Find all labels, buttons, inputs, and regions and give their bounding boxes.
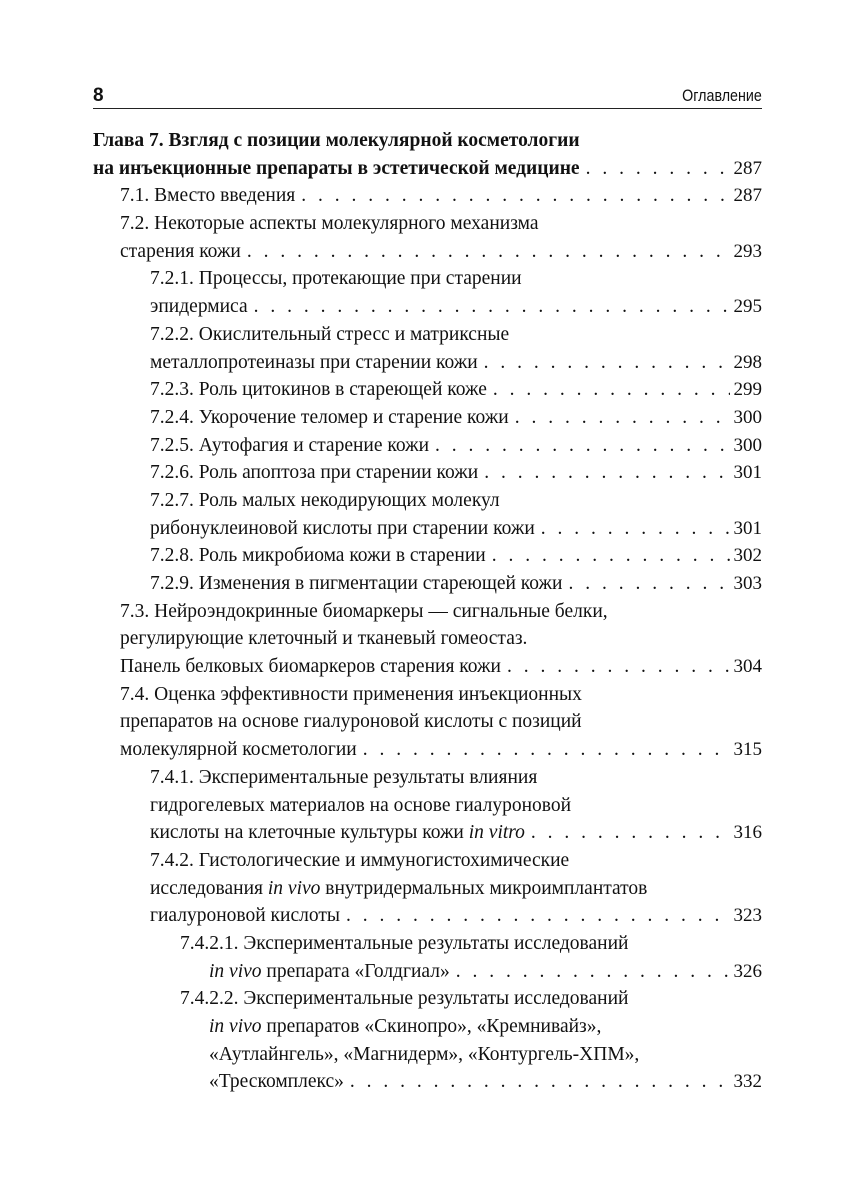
toc-entry-7-3-line1: 7.3. Нейроэндокринные биомаркеры — сигнальные белки, [120,600,608,622]
toc-entry-7-2-2-line1: 7.2.2. Окислительный стресс и матриксные [150,323,510,345]
toc-entry-7-2-line1: 7.2. Некоторые аспекты молекулярного механизма [120,213,539,235]
page-ref: 295 [733,296,762,318]
dot-leader [350,1068,730,1096]
toc-entry-7-4-1-line1: 7.4.1. Экспериментальные результаты влияния [150,766,538,788]
dot-leader [492,542,730,570]
toc-entry-7-4-2-1[interactable]: in vivo препарата «Голдгиал» . . . 326 [93,958,762,986]
dot-leader [568,570,729,598]
dot-leader [363,736,730,764]
dot-leader [507,653,730,681]
dot-leader [484,459,729,487]
dot-leader [435,432,729,460]
toc-entry-chapter-7[interactable]: на инъекционные препараты в эстетической медицине . . . 287 [93,155,762,183]
toc-chapter-title-line: Глава 7. Взгляд с позиции молекулярной косметологии [93,130,580,151]
toc-entry-7-4-2-2-line2: in vivo препаратов «Скинопро», «Кремнивайз», [209,1016,602,1037]
toc-entry-7-2-4[interactable]: 7.2.4. Укорочение теломер и старение кожи . . . 300 [93,404,762,432]
dot-leader [484,349,730,377]
toc-entry-7-4-2-1-line1: 7.4.2.1. Экспериментальные результаты исследований [180,932,629,954]
dot-leader [346,902,730,930]
italic-term: in vivo [267,877,321,899]
dot-leader [515,404,730,432]
dot-leader [541,515,730,543]
running-title: Оглавление [682,86,762,105]
toc-entry-7-4-line2: препаратов на основе гиалуроновой кислоты с позиций [120,711,582,733]
toc-entry-7-2-5[interactable]: 7.2.5. Аутофагия и старение кожи . . . 300 [93,432,762,460]
toc-entry-7-2-3[interactable]: 7.2.3. Роль цитокинов в стареющей коже . . . 299 [93,376,762,404]
toc-entry-7-3-line2: регулирующие клеточный и тканевый гомеостаз. [120,628,528,650]
toc-entry-7-4-2[interactable]: гиалуроновой кислоты . . . 323 [93,902,762,930]
page-ref: 299 [733,379,762,401]
toc-entry-7-2-1[interactable]: эпидермиса . . . 295 [93,293,762,321]
toc-entry-7-2[interactable]: старения кожи . . . 293 [93,238,762,266]
page-ref: 287 [733,157,762,179]
toc-entry-7-4-2-2-line3: «Аутлайнгель», «Магнидерм», «Контургель-ХПМ», [209,1043,640,1065]
toc-entry-7-2-9[interactable]: 7.2.9. Изменения в пигментации стареющей кожи . . . 303 [93,570,762,598]
page-number: 8 [93,85,104,106]
toc-entry-7-4-line1: 7.4. Оценка эффективности применения инъекционных [120,683,582,705]
page-ref: 300 [733,434,762,456]
table-of-contents [93,127,762,1096]
toc-entry-7-4-2-line2: исследования in vivo внутридермальных микроимплантатов [150,877,648,899]
dot-leader [301,182,729,210]
dot-leader [254,293,730,321]
toc-entry-7-4[interactable]: молекулярной косметологии . . . 315 [93,736,762,764]
page-ref: 326 [733,960,762,982]
page-ref: 302 [733,545,762,567]
page-ref: 287 [733,185,762,207]
dot-leader [456,958,730,986]
toc-entry-7-4-2-2[interactable]: «Трескомплекс» . . . 332 [93,1068,762,1096]
page-ref: 332 [733,1071,762,1093]
toc-entry-7-2-1-line1: 7.2.1. Процессы, протекающие при старении [150,268,522,290]
page-ref: 301 [733,462,762,484]
italic-term: in vivo [209,1016,262,1037]
page-header [93,82,762,109]
dot-leader [493,376,730,404]
page-ref: 316 [733,822,762,844]
page-ref: 304 [733,656,762,678]
dot-leader [247,238,730,266]
dot-leader [586,155,730,183]
page-ref: 301 [733,517,762,539]
italic-term: in vivo [209,960,262,982]
toc-entry-7-2-2[interactable]: металлопротеиназы при старении кожи . . . 298 [93,349,762,377]
toc-entry-7-4-2-line1: 7.4.2. Гистологические и иммуногистохимические [150,849,570,871]
page-ref: 315 [733,739,762,761]
toc-entry-7-4-1-line2: гидрогелевых материалов на основе гиалуроновой [150,794,572,816]
page-ref: 293 [733,240,762,262]
page-ref: 323 [733,905,762,927]
page-ref: 303 [733,573,762,594]
toc-entry-7-2-7[interactable]: рибонуклеиновой кислоты при старении кожи . . . 301 [93,515,762,543]
toc-entry-7-2-6[interactable]: 7.2.6. Роль апоптоза при старении кожи . . . 301 [93,459,762,487]
toc-entry-7-4-2-2-line1: 7.4.2.2. Экспериментальные результаты исследований [180,988,629,1010]
toc-entry-7-3[interactable]: Панель белковых биомаркеров старения кожи . . . 304 [93,653,762,681]
italic-term: in vitro [468,822,525,844]
page-ref: 300 [733,406,762,428]
toc-entry-7-1[interactable]: 7.1. Вместо введения . . . 287 [93,182,762,210]
dot-leader [531,819,730,847]
toc-entry-7-2-7-line1: 7.2.7. Роль малых некодирующих молекул [150,489,500,511]
toc-entry-7-4-1[interactable]: кислоты на клеточные культуры кожи in vitro . . . 316 [93,819,762,847]
page-ref: 298 [733,351,762,373]
toc-entry-7-2-8[interactable]: 7.2.8. Роль микробиома кожи в старении . . . 302 [93,542,762,570]
